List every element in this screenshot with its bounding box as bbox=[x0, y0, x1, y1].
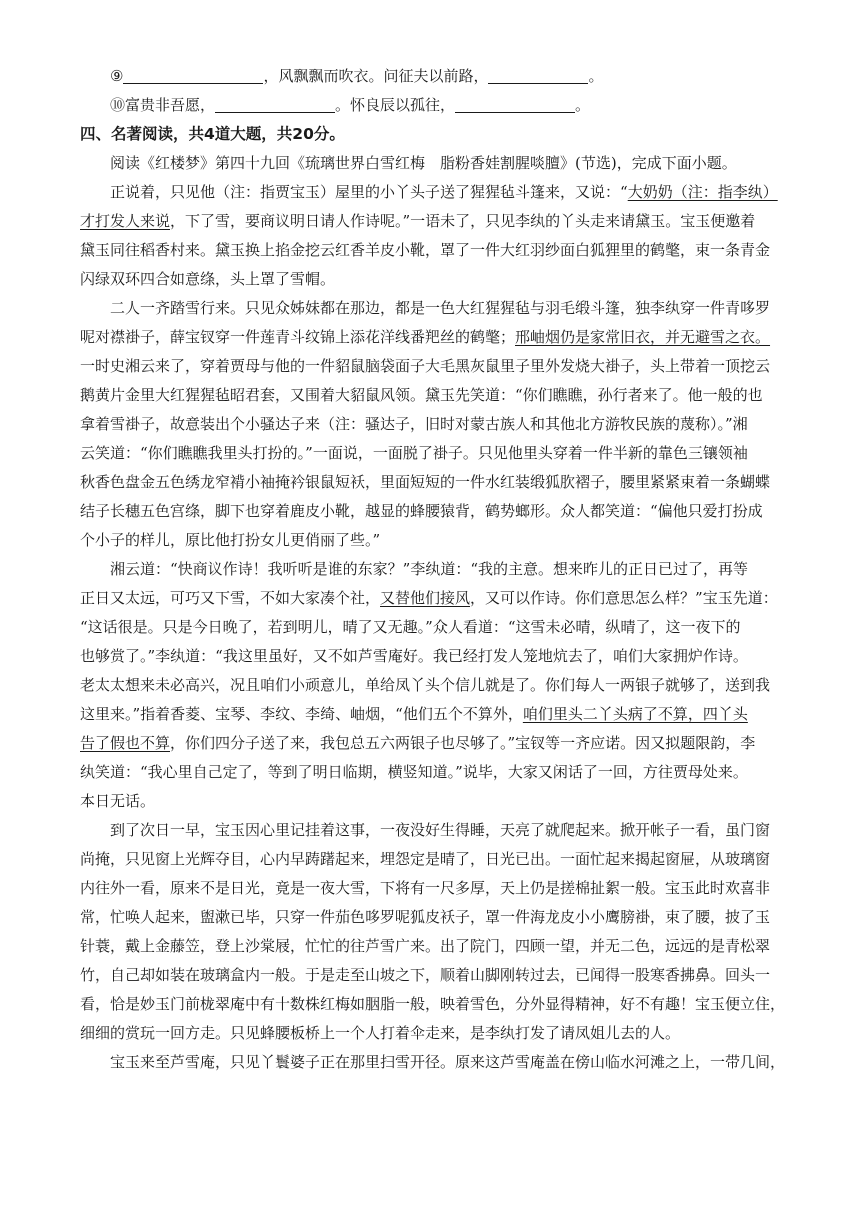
paragraph-line: “这话很是。只是今日晚了，若到明儿，晴了又无趣。”众人看道：“这雪未必晴，纵晴了，这一夜下的 bbox=[80, 618, 741, 636]
underlined-text: 大奶奶（注：指李纨） bbox=[627, 183, 778, 201]
paragraph-line: 结子长穗五色宫绦，脚下也穿着鹿皮小靴，越显的蜂腰猿背，鹤势螂形。众人都笑道：“偏他只爱打扮成 bbox=[80, 502, 763, 520]
paragraph-line: 一时史湘云来了，穿着贾母与他的一件貂鼠脑袋面子大毛黑灰鼠里子里外发烧大褂子，头上带着一顶挖云 bbox=[80, 357, 771, 375]
underlined-text: 咱们里头二丫头病了不算，四丫头 bbox=[522, 705, 748, 723]
paragraph-line: 黛玉同往稻香村来。黛玉换上掐金挖云红香羊皮小靴，罩了一件大红羽纱面白狐狸里的鹤氅，束一条青金 bbox=[80, 241, 771, 259]
paragraph-line bbox=[80, 700, 785, 729]
paragraph-line bbox=[80, 584, 785, 613]
text-span: 正说着，只见他（注：指贾宝玉）屋里的小丫头子送了猩猩毡斗篷来，又说：“ bbox=[110, 183, 628, 201]
paragraph-line: 针蓑，戴上金藤笠，登上沙棠屐，忙忙的往芦雪广来。出了院门，四顾一望，并无二色，远远的是青松翠 bbox=[80, 937, 771, 955]
fill-blank-item-9 bbox=[80, 62, 785, 91]
item9-end: 。 bbox=[588, 67, 604, 85]
text-span: 正日又太远，可巧又下雪，不如大家凑个社， bbox=[80, 589, 381, 607]
text-span: 这里来。”指着香菱、宝琴、李纹、李绮、岫烟，“他们五个不算外， bbox=[80, 705, 523, 723]
text-span: ，下了雪，要商议明日请人作诗呢。”一语未了，只见李纨的丫头走来请黛玉。宝玉便邀着 bbox=[170, 212, 756, 230]
item10-prefix: ⑩富贵非吾愿， bbox=[110, 96, 216, 114]
paragraph-line: 秋香色盘金五色绣龙窄褙小袖掩衿银鼠短袄，里面短短的一件水红装缎狐肷褶子，腰里紧紧束着一条蝴蝶 bbox=[80, 473, 771, 491]
paragraph-line: 本日无话。 bbox=[80, 792, 156, 810]
paragraph-line bbox=[80, 729, 785, 758]
paragraph-line: 老太太想来未必高兴，况且咱们小顽意儿，单给凤丫头个信儿就是了。你们每人一两银子就够了，送到我 bbox=[80, 676, 771, 694]
paragraph-line: 个小子的样儿，原比他打扮女儿更俏丽了些。” bbox=[80, 531, 381, 549]
text-span: 呢对襟褂子，薛宝钗穿一件莲青斗纹锦上添花洋线番羓丝的鹤氅； bbox=[80, 328, 516, 346]
paragraph-line: 云笑道：“你们瞧瞧我里头打扮的。”一面说，一面脱了褂子。只见他里头穿着一件半新的靠色三镶领袖 bbox=[80, 444, 748, 462]
fill-blank-item-10 bbox=[80, 91, 785, 120]
paragraph-line: 内往外一看，原来不是日光，竟是一夜大雪，下将有一尺多厚，天上仍是搓棉扯絮一般。宝玉此时欢喜非 bbox=[80, 879, 771, 897]
paragraph-line: 闪绿双环四合如意绦，头上罩了雪帽。 bbox=[80, 270, 336, 288]
paragraph-line bbox=[80, 323, 785, 352]
paragraph-line: 鹅黄片金里大红猩猩毡昭君套，又围着大貂鼠风领。黛玉先笑道：“你们瞧瞧，孙行者来了。他一般的也 bbox=[80, 386, 763, 404]
underlined-text: 又替他们接风 bbox=[380, 589, 471, 607]
underlined-text: 才打发人来说 bbox=[80, 212, 171, 230]
paragraph-line: 竹，自己却如装在玻璃盒内一般。于是走至山坡之下，顺着山脚刚转过去，已闻得一股寒香拂鼻。回头一 bbox=[80, 966, 771, 984]
answer-blank[interactable] bbox=[123, 66, 263, 84]
item10-middle: 。怀良辰以孤往， bbox=[335, 96, 456, 114]
item9-prefix: ⑨ bbox=[110, 67, 124, 85]
exam-page bbox=[80, 62, 785, 1077]
underlined-text: 告了假也不算 bbox=[80, 734, 171, 752]
text-span: ，又可以作诗。你们意思怎么样？”宝玉先道： bbox=[470, 589, 778, 607]
answer-blank[interactable] bbox=[455, 95, 575, 113]
paragraph-line: 常，忙唤人起来，盥漱已毕，只穿一件茄色哆罗呢狐皮袄子，罩一件海龙皮小小鹰膀褂，束了腰，披了玉 bbox=[80, 908, 771, 926]
paragraph-line: 纨笑道：“我心里自己定了，等到了明日临期，横竖知道。”说毕，大家又闲话了一回，方往贾母处来。 bbox=[80, 763, 748, 781]
paragraph-line bbox=[80, 207, 785, 236]
paragraph-line: 尚掩，只见窗上光辉夺目，心内早踌躇起来，埋怨定是晴了，日光已出。一面忙起来揭起窗屉，从玻璃窗 bbox=[80, 850, 771, 868]
answer-blank[interactable] bbox=[488, 66, 588, 84]
item10-end: 。 bbox=[575, 96, 591, 114]
paragraph-line: 细细的赏玩一回方走。只见蜂腰板桥上一个人打着伞走来，是李纨打发了请凤姐儿去的人。 bbox=[80, 1024, 681, 1042]
paragraph-line: 二人一齐踏雪行来。只见众姊妹都在那边，都是一色大红猩猩毡与羽毛缎斗篷，独李纨穿一件青哆罗 bbox=[110, 299, 771, 317]
underlined-text: 邢岫烟仍是家常旧衣，并无避雪之衣。 bbox=[515, 328, 771, 346]
paragraph-line: 也够赏了。”李纨道：“我这里虽好，又不如芦雪庵好。我已经打发人笼地炕去了，咱们大家拥炉作诗。 bbox=[80, 647, 748, 665]
item9-middle: ，风飘飘而吹衣。问征夫以前路， bbox=[263, 67, 489, 85]
paragraph-line: 宝玉来至芦雪庵，只见丫鬟婆子正在那里扫雪开径。原来这芦雪庵盖在傍山临水河滩之上，一带几间， bbox=[110, 1053, 785, 1071]
section-heading: 四、名著阅读，共4道大题，共20分。 bbox=[80, 125, 345, 143]
answer-blank[interactable] bbox=[215, 95, 335, 113]
paragraph-line: 湘云道：“快商议作诗！我听听是谁的东家？”李纨道：“我的主意。想来昨儿的正日已过了，再等 bbox=[110, 560, 749, 578]
paragraph-line: 到了次日一早，宝玉因心里记挂着这事，一夜没好生得睡，天亮了就爬起来。掀开帐子一看，虽门窗 bbox=[110, 821, 771, 839]
reading-intro: 阅读《红楼梦》第四十九回《琉璃世界白雪红梅 脂粉香娃割腥啖膻》(节选)，完成下面小题。 bbox=[110, 154, 737, 172]
text-span: ，你们四分子送了来，我包总五六两银子也尽够了。”宝钗等一齐应诺。因又拟题限韵，李 bbox=[170, 734, 756, 752]
paragraph-line: 看，恰是妙玉门前栊翠庵中有十数株红梅如胭脂一般，映着雪色，分外显得精神，好不有趣！宝玉便立住， bbox=[80, 995, 785, 1013]
paragraph-line bbox=[80, 178, 785, 207]
paragraph-line: 拿着雪褂子，故意装出个小骚达子来（注：骚达子，旧时对蒙古族人和其他北方游牧民族的蔑称）。”湘 bbox=[80, 415, 748, 433]
